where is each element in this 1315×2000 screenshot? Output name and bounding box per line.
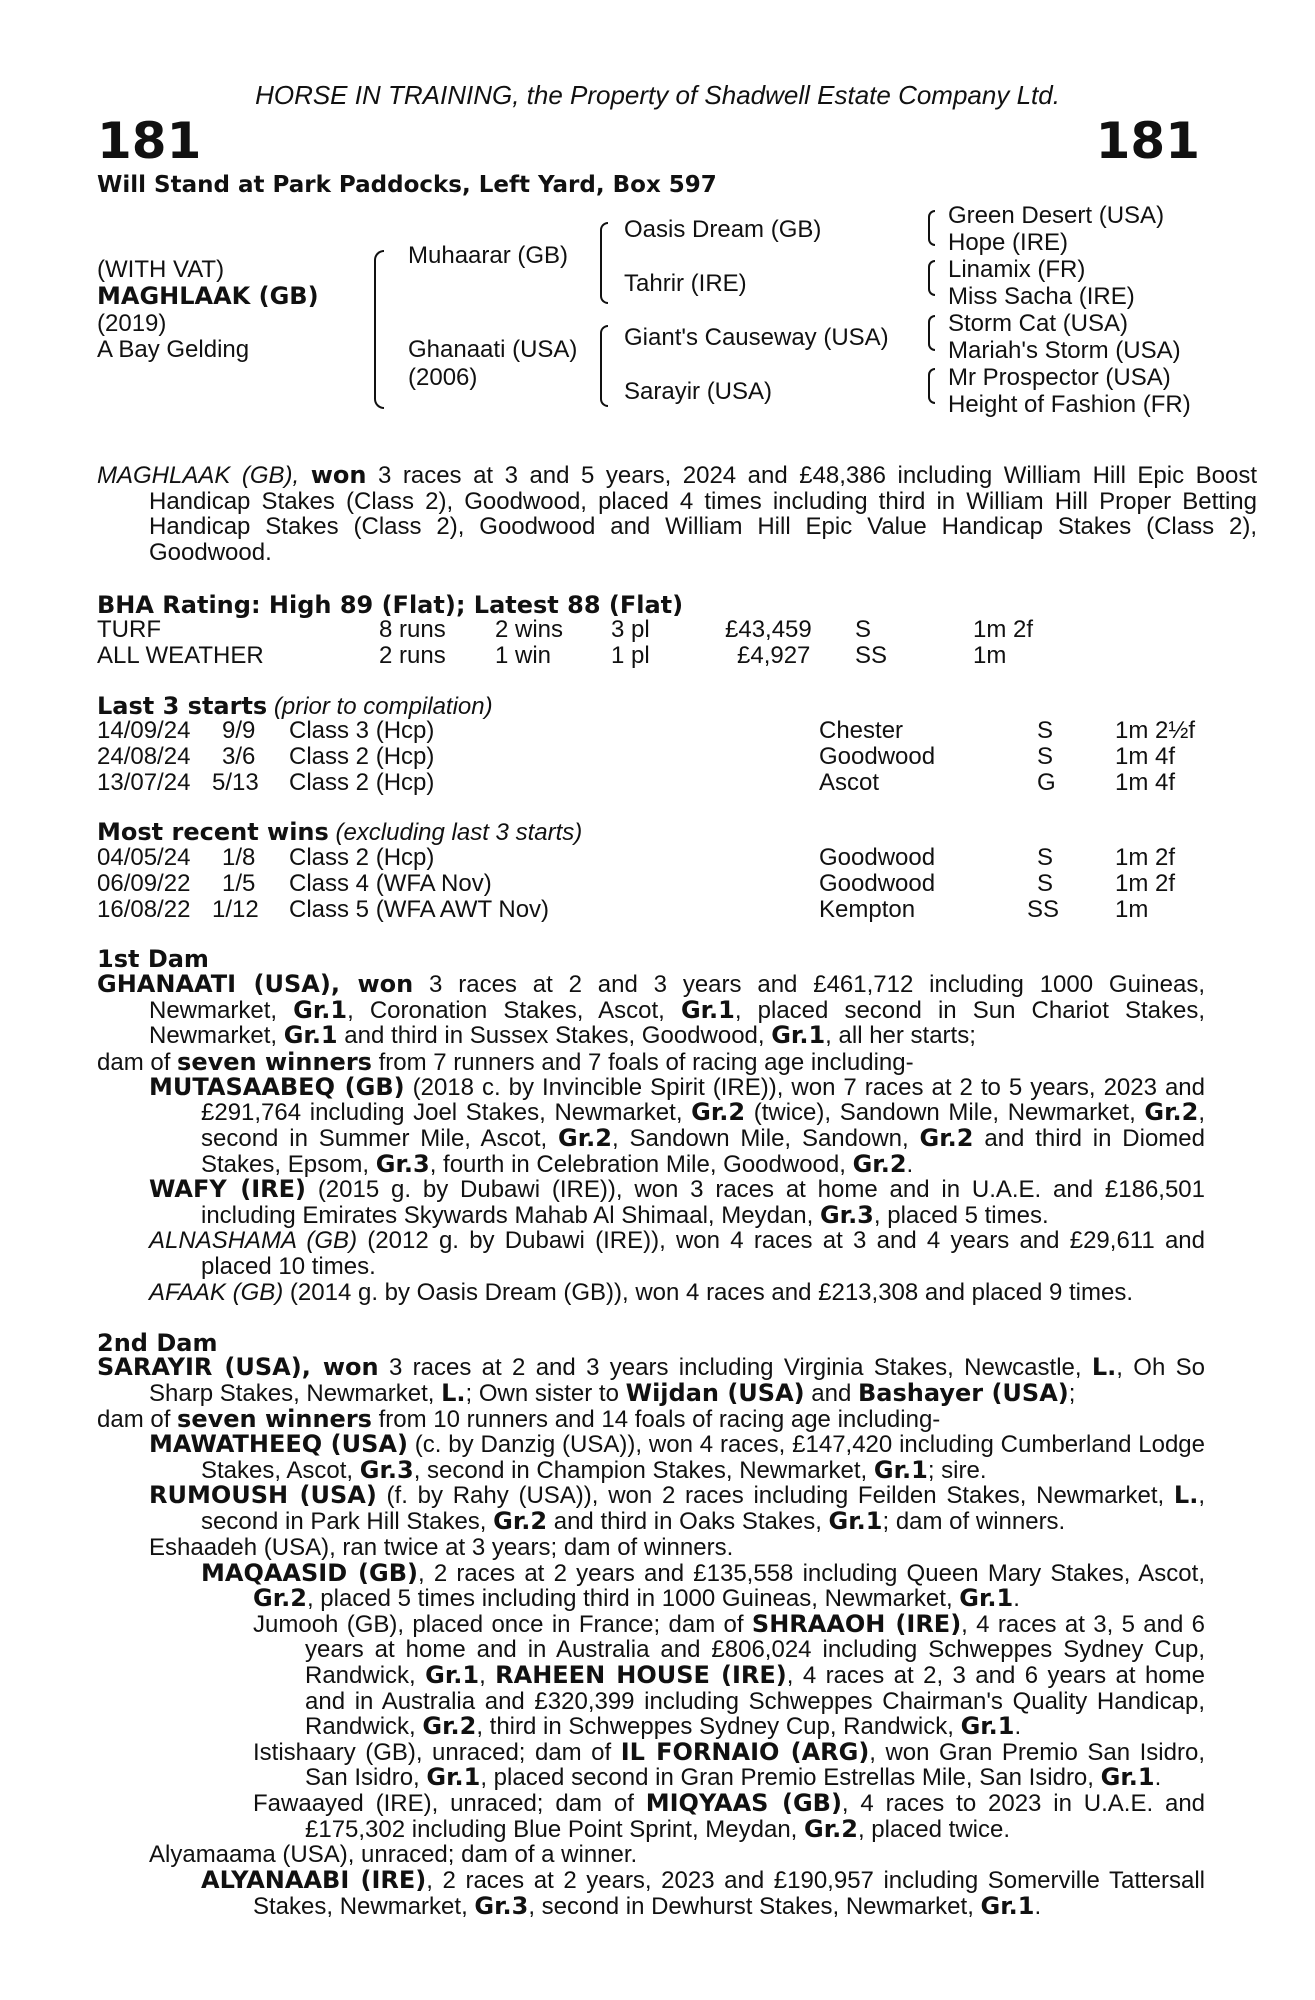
- pedigree-sire: Muhaarar (GB): [408, 242, 569, 269]
- produce-fawaayed: Fawaayed (IRE), unraced; dam of MIQYAAS (GB), 4 races to 2023 in U.A.E. and £175,302 including Blue Point Sprint, Meydan, Gr.2, placed twice.: [253, 1788, 1206, 1843]
- lot-number-left: 181: [97, 112, 202, 170]
- second-dam-heading: 2nd Dam: [97, 1329, 218, 1357]
- pedigree-gen3-4: Miss Sacha (IRE): [948, 283, 1135, 310]
- summary-text: 3 races at 3 and 5 years, 2024 and £48,386 including William Hill Epic Boost Handicap Stakes (Class 2), Goodwood, placed 4 times including third in William Hill Proper Betting Handicap Stakes (Class 2), Goodwood and William Hill Epic Value Handicap Stakes (Class 2), Goodwood.: [149, 462, 1257, 566]
- bha-rating: BHA Rating: High 89 (Flat); Latest 88 (Flat): [97, 591, 684, 619]
- produce-alyanaabi: ALYANAABI (IRE), 2 races at 2 years, 2023 and £190,957 including Somerville Tattersall Stakes, Newmarket, Gr.3, second in Dewhurst Stakes, Newmarket, Gr.1.: [201, 1866, 1206, 1920]
- last3-heading: Last 3 starts (prior to compilation): [97, 692, 493, 720]
- pedigree-gen3-3: Linamix (FR): [948, 256, 1086, 283]
- pedigree-gen3-7: Mr Prospector (USA): [948, 364, 1171, 391]
- pedigree-brace-main: [374, 250, 384, 409]
- second-dam-produce-intro: dam of seven winners from 10 runners and 14 foals of racing age including-: [97, 1405, 941, 1434]
- pedigree-dam-dam: Sarayir (USA): [624, 378, 773, 405]
- first-dam-heading: 1st Dam: [97, 945, 209, 973]
- pedigree-gen3-6: Mariah's Storm (USA): [948, 337, 1181, 364]
- produce-mutasaabeq: MUTASAABEQ (GB) (2018 c. by Invincible Spirit (IRE)), won 7 races at 2 to 5 years, 2023 and £291,764 including Joel Stakes, Newmarket, Gr.2 (twice), Sandown Mile, Newmarket, Gr.2, second in Summer Mile, Ascot, Gr.2, Sandown Mile, Sandown, Gr.2 and third in Diomed Stakes, Epsom, Gr.3, fourth in Celebration Mile, Goodwood, Gr.2.: [149, 1072, 1205, 1178]
- produce-afaak: AFAAK (GB) (2014 g. by Oasis Dream (GB)), won 4 races and £213,308 and placed 9 times.: [149, 1278, 1134, 1306]
- summary-horse-name: MAGHLAAK (GB),: [97, 462, 300, 489]
- horse-year: (2019): [97, 310, 167, 337]
- race-summary: [97, 463, 1257, 565]
- horse-description: A Bay Gelding: [97, 336, 250, 363]
- produce-maqaasid: MAQAASID (GB), 2 races at 2 years and £135,558 including Queen Mary Stakes, Ascot, Gr.2, placed 5 times including third in 1000 Guineas, Newmarket, Gr.1.: [201, 1558, 1205, 1613]
- horse-name: MAGHLAAK (GB): [97, 282, 319, 310]
- pedigree-sire-dam: Tahrir (IRE): [624, 270, 747, 297]
- pedigree-brace-4: [928, 368, 935, 404]
- page-header: HORSE IN TRAINING, the Property of Shadwell Estate Company Ltd.: [255, 80, 1060, 110]
- pedigree-brace-sire: [600, 222, 608, 304]
- recent-wins-heading: Most recent wins (excluding last 3 starts): [97, 818, 583, 846]
- lot-number-right: 181: [1095, 112, 1200, 170]
- pedigree-brace-3: [928, 315, 935, 351]
- second-dam-record: SARAYIR (USA), won 3 races at 2 and 3 years including Virginia Stakes, Newcastle, L., Oh So Sharp Stakes, Newmarket, L.; Own sister to Wijdan (USA) and Bashayer (USA);: [97, 1353, 1206, 1407]
- first-dam-produce-intro: dam of seven winners from 7 runners and 7 foals of racing age including-: [97, 1047, 914, 1076]
- summary-won: won: [310, 461, 367, 489]
- pedigree-gen3-5: Storm Cat (USA): [948, 310, 1129, 337]
- pedigree-dam-sire: Giant's Causeway (USA): [624, 324, 889, 351]
- produce-alyamaama: Alyamaama (USA), unraced; dam of a winner.: [149, 1841, 638, 1869]
- produce-rumoush: RUMOUSH (USA) (f. by Rahy (USA)), won 2 races including Feilden Stakes, Newmarket, L., second in Park Hill Stakes, Gr.2 and third in Oaks Stakes, Gr.1; dam of winners.: [149, 1481, 1205, 1535]
- pedigree-gen3-1: Green Desert (USA): [948, 202, 1165, 229]
- produce-jumooh: Jumooh (GB), placed once in France; dam of SHRAAOH (IRE), 4 races at 3, 5 and 6 years at home and in Australia and £806,024 including Schweppes Sydney Cup, Randwick, Gr.1, RAHEEN HOUSE (IRE), 4 races at 2, 3 and 6 years at home and in Australia and £320,399 including Schweppes Chairman's Quality Handicap, Randwick, Gr.2, third in Schweppes Sydney Cup, Randwick, Gr.1.: [253, 1609, 1206, 1741]
- pedigree-dam-year: (2006): [408, 364, 478, 391]
- catalogue-page: HORSE IN TRAINING, the Property of Shadwell Estate Company Ltd. 181 181 Will Stand at Park Paddocks, Left Yard, Box 597 (WITH VAT) MAGHLAAK (GB) (2019) A Bay Gelding Muhaarar (GB) Ghanaati (USA) (2006) Oasis Dream (GB) Tahrir (IRE) Giant's Causeway (USA) Sarayir (USA) Green Desert (USA) Hope (IRE) Linamix (FR) Miss Sacha (IRE) Storm Cat (USA) Mariah's Storm (USA) Mr Prospector (USA) Height of Fashion (FR) MAGHLAAK (GB), won 3 races at 3 and 5 years, 2024 and £48,386 including William Hill Epic Boost Handicap Stakes (Class 2), Goodwood, placed 4 times including third in William Hill Proper Betting Handicap Stakes (Class 2), Goodwood and William Hill Epic Value Handicap Stakes (Class 2), Goodwood. BHA Rating: High 89 (Flat); Latest 88 (Flat) TURF 8 runs 2 wins 3 pl £43,459 S 1m 2f ALL WEATHER 2 runs 1 win 1 pl £4,927 SS 1m Last 3 starts (prior to compilation) 14/09/24 9/9 Class 3 (Hcp) Chester S 1m 2½f 24/08/24 3/6 Class 2 (Hcp) Goodwood S 1m 4f 13/07/24 5/13 Class 2 (Hcp) Ascot G 1m 4f Most recent wins (excluding last 3 starts) 04/05/24 1/8 Class 2 (Hcp) Goodwood S 1m 2f 06/09/22 1/5 Class 4 (WFA Nov) Goodwood S 1m 2f 16/08/22 1/12 Class 5 (WFA AWT Nov) Kempton SS 1m 1st Dam GHANAATI (USA), won 3 races at 2 and 3 years and £461,712 including 1000 Guineas, Newmarket, Gr.1, Coronation Stakes, Ascot, Gr.1, placed second in Sun Chariot Stakes, Newmarket, Gr.1 and third in Sussex Stakes, Goodwood, Gr.1, all her starts; dam of seven winners from 7 runners and 7 foals of racing age including- MUTASAABEQ (GB) (2018 c. by Invincible Spirit (IRE)), won 7 races at 2 to 5 years, 2023 and £291,764 including Joel Stakes, Newmarket, Gr.2 (twice), Sandown Mile, Newmarket, Gr.2, second in Summer Mile, Ascot, Gr.2, Sandown Mile, Sandown, Gr.2 and third in Diomed Stakes, Epsom, Gr.3, fourth in Celebration Mile, Goodwood, Gr.2. WAFY (IRE) (2015 g. by Dubawi (IRE)), won 3 races at home and in U.A.E. and £186,501 including Emirates Skywards Mahab Al Shimaal, Meydan, Gr.3, placed 5 times. ALNASHAMA (GB) (2012 g. by Dubawi (IRE)), won 4 races at 3 and 4 years and £29,611 and placed 10 times. AFAAK (GB) (2014 g. by Oasis Dream (GB)), won 4 races and £213,308 and placed 9 times. 2nd Dam SARAYIR (USA), won 3 races at 2 and 3 years including Virginia Stakes, Newcastle, L., Oh So Sharp Stakes, Newmarket, L.; Own sister to Wijdan (USA) and Bashayer (USA); dam of seven winners from 10 runners and 14 foals of racing age including- MAWATHEEQ (USA) (c. by Danzig (USA)), won 4 races, £147,420 including Cumberland Lodge Stakes, Ascot, Gr.3, second in Champion Stakes, Newmarket, Gr.1; sire. RUMOUSH (USA) (f. by Rahy (USA)), won 2 races including Feilden Stakes, Newmarket, L., second in Park Hill Stakes, Gr.2 and third in Oaks Stakes, Gr.1; dam of winners. Eshaadeh (USA), ran twice at 3 years; dam of winners. MAQAASID (GB), 2 races at 2 years and £135,558 including Queen Mary Stakes, Ascot, Gr.2, placed 5 times including third in 1000 Guineas, Newmarket, Gr.1. Jumooh (GB), placed once in France; dam of SHRAAOH (IRE), 4 races at 3, 5 and 6 years at home and in Australia and £806,024 including Schweppes Sydney Cup, Randwick, Gr.1, RAHEEN HOUSE (IRE), 4 races at 2, 3 and 6 years at home and in Australia and £320,399 including Schweppes Chairman's Quality Handicap, Randwick, Gr.2, third in Schweppes Sydney Cup, Randwick, Gr.1. Istishaary (GB), unraced; dam of IL FORNAIO (ARG), won Gran Premio San Isidro, San Isidro, Gr.1, placed second in Gran Premio Estrellas Mile, San Isidro, Gr.1. Fawaayed (IRE), unraced; dam of MIQYAAS (GB), 4 races to 2023 in U.A.E. and £175,302 including Blue Point Sprint, Meydan, Gr.2, placed twice. Alyamaama (USA), unraced; dam of a winner. ALYANAABI (IRE), 2 races at 2 years, 2023 and £190,957 including Somerville Tattersall Stakes, Newmarket, Gr.3, second in Dewhurst Stakes, Newmarket, Gr.1.: [0, 0, 1315, 2000]
- second-dam-section: [97, 1355, 1205, 1919]
- produce-wafy: WAFY (IRE) (2015 g. by Dubawi (IRE)), won 3 races at home and in U.A.E. and £186,501 including Emirates Skywards Mahab Al Shimaal, Meydan, Gr.3, placed 5 times.: [149, 1175, 1206, 1229]
- first-dam-section: [97, 972, 1205, 1305]
- stabling-location: Will Stand at Park Paddocks, Left Yard, Box 597: [97, 172, 717, 198]
- first-dam-record: GHANAATI (USA), won 3 races at 2 and 3 years and £461,712 including 1000 Guineas, Newmarket, Gr.1, Coronation Stakes, Ascot, Gr.1, placed second in Sun Chariot Stakes, Newmarket, Gr.1 and third in Sussex Stakes, Goodwood, Gr.1, all her starts;: [97, 970, 1206, 1050]
- pedigree-brace-2: [928, 260, 935, 296]
- pedigree-gen3-8: Height of Fashion (FR): [948, 391, 1191, 418]
- produce-mawatheeq: MAWATHEEQ (USA) (c. by Danzig (USA)), won 4 races, £147,420 including Cumberland Lodge Stakes, Ascot, Gr.3, second in Champion Stakes, Newmarket, Gr.1; sire.: [149, 1430, 1205, 1484]
- produce-alnashama: ALNASHAMA (GB) (2012 g. by Dubawi (IRE)), won 4 races at 3 and 4 years and £29,611 and placed 10 times.: [149, 1227, 1205, 1280]
- pedigree-brace-dam: [600, 325, 608, 407]
- pedigree-dam: Ghanaati (USA): [408, 336, 578, 363]
- pedigree-brace-1: [928, 210, 935, 246]
- produce-eshaadeh: Eshaadeh (USA), ran twice at 3 years; dam of winners.: [149, 1533, 734, 1561]
- pedigree-sire-sire: Oasis Dream (GB): [624, 216, 822, 243]
- pedigree-gen3-2: Hope (IRE): [948, 229, 1069, 256]
- produce-istishaary: Istishaary (GB), unraced; dam of IL FORNAIO (ARG), won Gran Premio San Isidro, San Isidro, Gr.1, placed second in Gran Premio Estrellas Mile, San Isidro, Gr.1.: [253, 1737, 1205, 1792]
- vat-note: (WITH VAT): [97, 256, 225, 283]
